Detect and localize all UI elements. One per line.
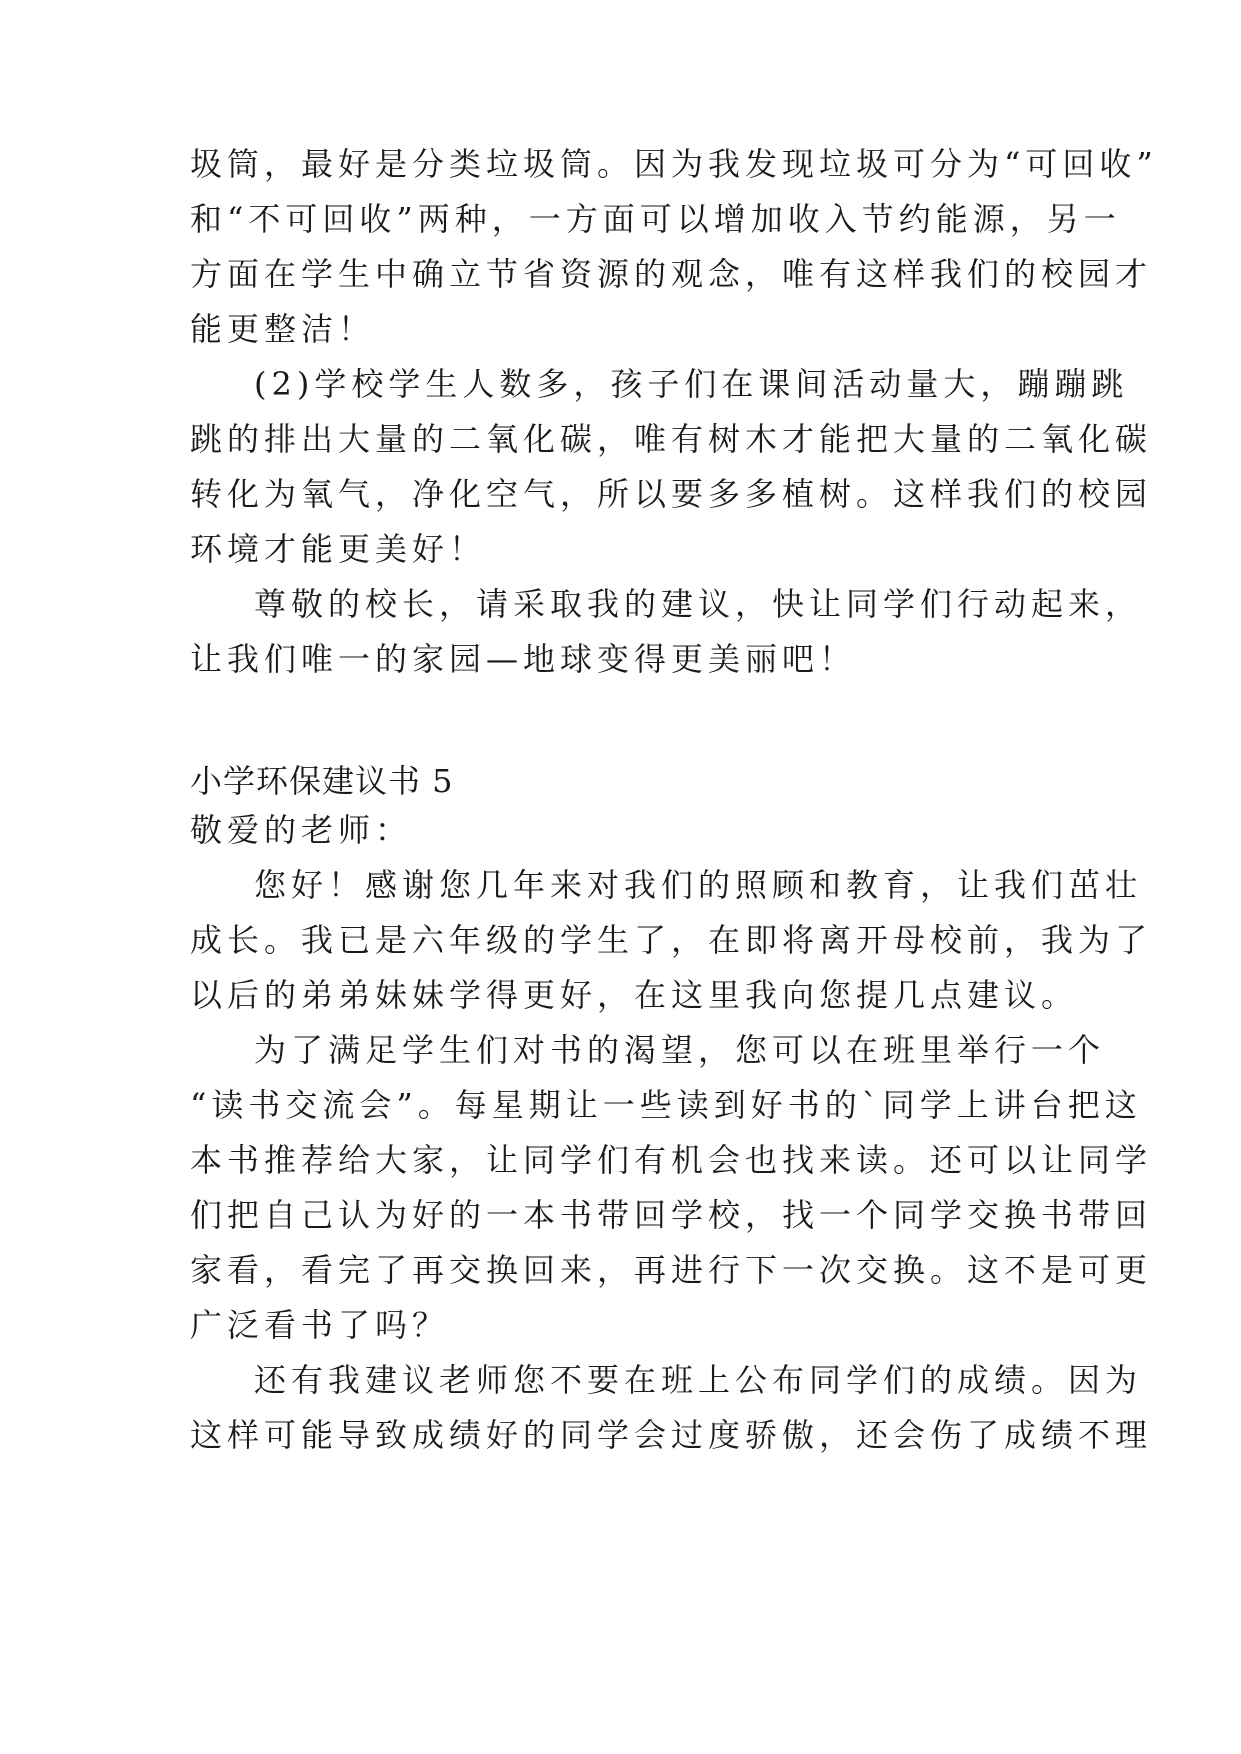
text-line: 本书推荐给大家，让同学们有机会也找来读。还可以让同学 [190, 1141, 1153, 1179]
text-line: 们把自己认为好的一本书带回学校，找一个同学交换书带回 [190, 1196, 1153, 1234]
text-line: 方面在学生中确立节省资源的观念，唯有这样我们的校园才 [190, 255, 1153, 293]
text-line: 家看，看完了再交换回来，再进行下一次交换。这不是可更 [190, 1251, 1153, 1289]
text-line-indented: 您好！感谢您几年来对我们的照顾和教育，让我们茁壮 [254, 866, 1143, 904]
salutation: 敬爱的老师： [190, 811, 413, 849]
text-line: 以后的弟弟妹妹学得更好，在这里我向您提几点建议。 [190, 976, 1079, 1014]
text-line: 转化为氧气，净化空气，所以要多多植树。这样我们的校园 [190, 475, 1153, 513]
text-line: 和“不可回收”两种，一方面可以增加收入节约能源，另一 [190, 200, 1121, 238]
text-line: 圾筒，最好是分类垃圾筒。因为我发现垃圾可分为“可回收” [190, 145, 1158, 183]
text-line-indented: (2)学校学生人数多，孩子们在课间活动量大，蹦蹦跳 [254, 365, 1129, 403]
text-line-indented: 还有我建议老师您不要在班上公布同学们的成绩。因为 [254, 1361, 1143, 1399]
section-heading: 小学环保建议书 5 [190, 762, 454, 800]
text-line-indented: 尊敬的校长，请采取我的建议，快让同学们行动起来， [254, 585, 1143, 623]
text-line: “读书交流会”。每星期让一些读到好书的`同学上讲台把这 [190, 1086, 1142, 1124]
text-line: 让我们唯一的家园—地球变得更美丽吧！ [190, 640, 857, 678]
text-line: 能更整洁！ [190, 310, 376, 348]
text-line: 广泛看书了吗？ [190, 1306, 450, 1344]
text-line-indented: 为了满足学生们对书的渴望，您可以在班里举行一个 [254, 1031, 1106, 1069]
text-line: 跳的排出大量的二氧化碳，唯有树木才能把大量的二氧化碳 [190, 420, 1153, 458]
text-line: 成长。我已是六年级的学生了，在即将离开母校前，我为了 [190, 921, 1153, 959]
text-line: 环境才能更美好！ [190, 530, 487, 568]
text-line: 这样可能导致成绩好的同学会过度骄傲，还会伤了成绩不理 [190, 1416, 1153, 1454]
